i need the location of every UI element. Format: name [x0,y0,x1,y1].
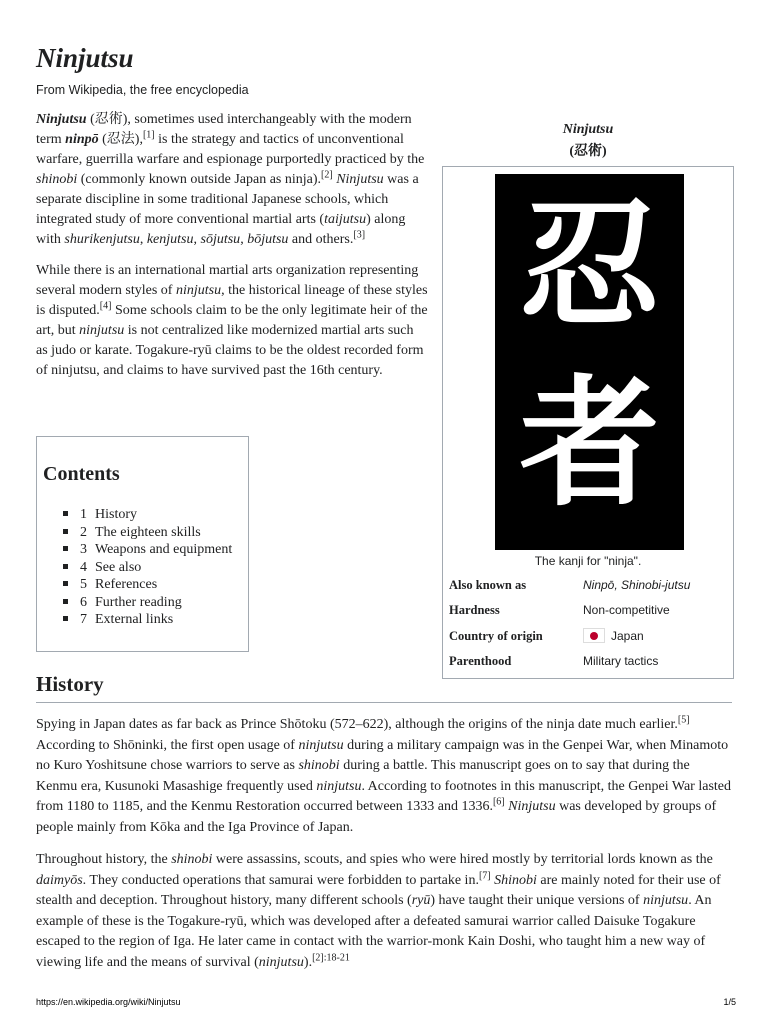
text-run: is the strategy and tactics of unconventional warfare, guerrilla warfare and espionage purportedly practiced by the [36,132,425,167]
italic-term: Ninjutsu [336,172,384,187]
italic-term: ninjutsu [175,283,222,298]
text-run: were assassins, scouts, and spies who were hired mostly by territorial lords known as the [212,852,713,867]
toc-item-label[interactable]: History [95,507,137,522]
toc-item[interactable] [63,611,232,629]
text-run: While there is an international martial arts organization representing several modern styles of [36,263,419,298]
toc-item-number: 7 [80,612,87,627]
italic-term: taijutsu [324,212,367,227]
toc-item[interactable] [63,524,232,542]
text-run: (忍術), sometimes used interchangeably with the modern term [36,112,412,147]
intro-paragraph-2 [36,261,428,381]
infobox [442,166,734,679]
text-run: and others. [288,232,354,247]
italic-term: Ninjutsu [508,799,556,814]
japan-flag-icon [583,628,605,643]
italic-term: kenjutsu [146,232,194,247]
intro-section [36,110,428,381]
text-run: Spying in Japan dates as far back as Prince Shōtoku (572–622), although the origins of the ninja date much earlier. [36,717,678,732]
italic-term: shurikenjutsu [64,232,140,247]
text-run: are mainly noted for their use of stealth and deception. Throughout history, many different schools ( [36,872,721,908]
italic-term: shinobi [298,758,340,773]
bullet-icon [63,511,68,516]
toc-item[interactable] [63,541,232,559]
footer-page-number: 1/5 [723,997,736,1007]
toc-item-number: 2 [80,524,87,540]
bullet-icon [63,529,68,534]
text-run: during a military campaign was in the Genpei War, when Minamoto no Kuro Yoshitsune chose warriors to serve as [36,737,729,773]
text-run: According to Shōninki, the first open usage of [36,737,299,753]
toc-list [63,506,232,629]
history-paragraph-2 [36,850,732,973]
infobox-value: Military tactics [583,654,659,668]
infobox-value[interactable]: Japan [611,629,644,643]
italic-term: sōjutsu [200,232,241,247]
kanji-image [495,174,684,550]
text-run: , [240,232,248,247]
infobox-subtitle: (忍術) [569,144,607,159]
italic-term: ninjutsu [316,778,362,794]
section-heading-history: History [36,670,732,703]
text-run: . An example of these is the Togakure-ryū, which was developed after a defeated samurai warrior called Daisuke Togakure escaped to the region of Iga. He later came in contact with the warrior-monk Kain Doshi, who taught him a new way of viewing life and the means of survival ( [36,893,712,970]
toc-item-number: 5 [80,577,87,592]
text-run: Throughout history, the [36,852,172,867]
kanji-mono: 者 [519,363,660,526]
infobox-value: Non-competitive [583,603,670,617]
bullet-icon [63,599,68,604]
toc-title: Contents [43,463,120,485]
text-run: ) have taught their unique versions of [430,893,644,908]
bullet-icon [63,616,68,621]
citation-link[interactable]: [5] [677,714,690,726]
history-paragraph-1 [36,715,732,838]
italic-term: ninjutsu [643,893,689,908]
infobox-key: Hardness [449,603,500,617]
toc-item[interactable] [63,576,232,594]
toc-item-number: 6 [80,594,87,610]
text-run: , the historical lineage of these styles is disputed. [36,283,428,318]
italic-term: shinobi [171,852,213,867]
citation-link[interactable]: [3] [353,229,366,241]
history-section [36,715,732,973]
text-run: ) along with [36,212,406,247]
toc-item-label[interactable]: See also [95,559,142,575]
text-run: ). [303,954,313,970]
toc-item-label[interactable]: The eighteen skills [95,524,201,540]
text-run: Some schools claim to be the only legitimate heir of the art, but [36,303,428,338]
text-run: . According to footnotes in this manuscript, the Genpei War lasted from 1180 to 1185, and the Kenmu Restoration occurred between 1333 and 1336. [36,778,731,814]
citation-link[interactable]: [2] [321,169,333,181]
bullet-icon [63,546,68,551]
italic-term: ninjutsu [79,323,125,338]
text-run: during a battle. This manuscript goes on to say that during the Kenmu era, Kusunoki Masashige frequently used [36,758,690,794]
infobox-value: Ninpō, Shinobi-jutsu [583,578,691,592]
citation-link[interactable]: [7] [478,869,491,881]
toc-item-label[interactable]: References [95,577,158,592]
page-title: Ninjutsu [36,43,134,73]
italic-term: daimyōs [36,872,83,888]
citation-link[interactable]: [4] [99,300,112,312]
citation-link[interactable]: [6] [492,796,505,808]
italic-term: bōjutsu [247,232,289,247]
toc-item[interactable] [63,559,232,577]
text-run: , [193,232,201,247]
bold-term: Ninjutsu [36,112,87,127]
italic-term: ryū [411,893,431,908]
text-run: . They conducted operations that samurai were forbidden to partake in. [82,872,479,888]
kanji-shinobi: 忍 [519,185,660,348]
italic-term: shinobi [36,172,78,187]
table-of-contents [36,436,249,652]
infobox-value-wrap [583,626,644,646]
text-run: was developed by groups of people mainly from Kōka and the Iga Province of Japan. [36,799,717,835]
tagline: From Wikipedia, the free encyclopedia [36,83,249,97]
toc-item-label[interactable]: External links [95,612,174,627]
italic-term: Shinobi [494,872,537,888]
infobox-key: Parenthood [449,654,512,668]
citation-link[interactable]: [2]:18-21 [312,951,350,963]
toc-item[interactable] [63,506,232,524]
bullet-icon [63,564,68,569]
infobox-key: Also known as [449,578,527,592]
citation-link[interactable]: [1] [142,129,155,141]
intro-paragraph-1 [36,110,428,250]
text-run: (commonly known outside Japan as ninja). [77,172,322,187]
toc-item-number: 1 [80,507,87,522]
toc-item[interactable] [63,594,232,612]
text-run: is not centralized like modernized martial arts such as judo or karate. Togakure-ryū claims to be the oldest recorded form of ninjutsu, and claims to have survived past the 16th century. [36,323,424,378]
bullet-icon [63,581,68,586]
text-run: (忍法), [98,132,143,147]
image-caption: The kanji for "ninja". [534,554,642,568]
toc-item-label[interactable]: Further reading [95,594,182,610]
footer-url: https://en.wikipedia.org/wiki/Ninjutsu [36,997,181,1007]
text-run: was a separate discipline in some traditional Japanese schools, which integrated study of more conventional martial arts ( [36,172,419,227]
toc-item-number: 4 [80,559,87,575]
bold-term: ninpō [65,132,99,147]
italic-term: ninjutsu [258,954,304,970]
toc-item-number: 3 [80,542,87,557]
text-run: , [139,232,147,247]
infobox-key: Country of origin [449,629,543,643]
toc-item-label[interactable]: Weapons and equipment [95,542,233,557]
infobox-title: Ninjutsu [562,122,614,137]
italic-term: ninjutsu [298,737,344,753]
